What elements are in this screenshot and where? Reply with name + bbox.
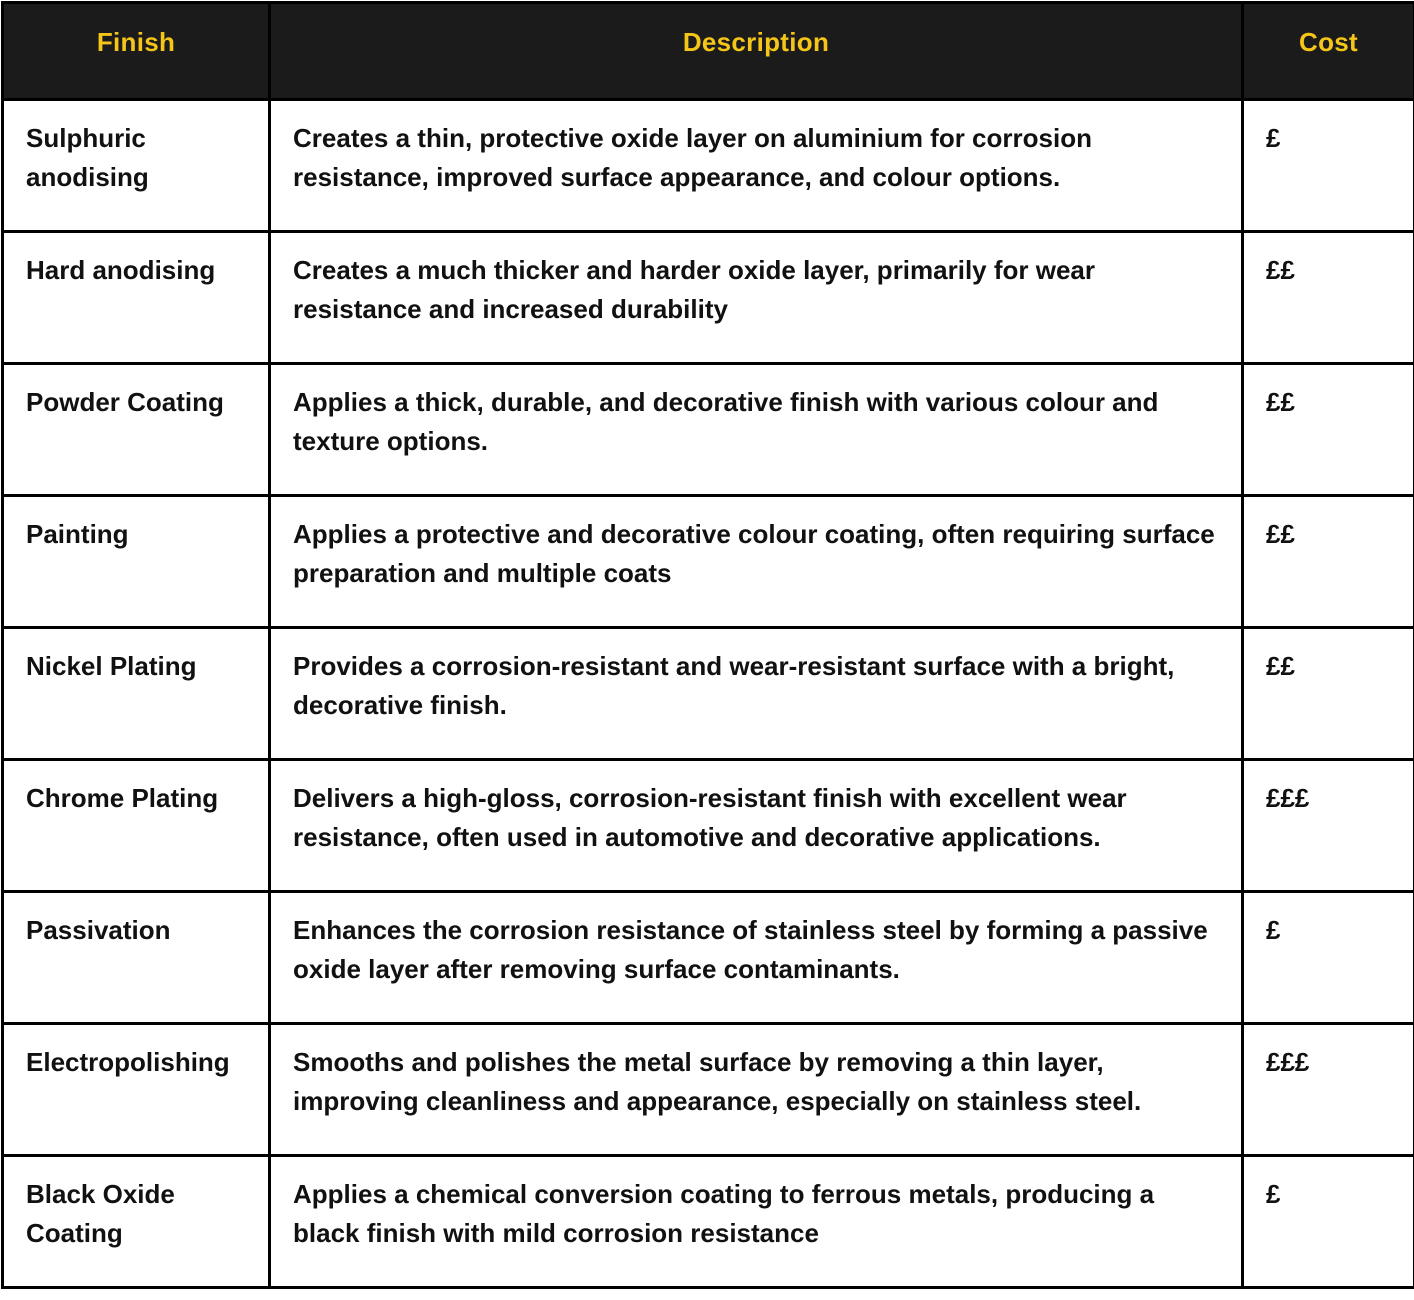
cost-cell: ££ [1243, 628, 1414, 760]
description-cell: Provides a corrosion-resistant and wear-resistant surface with a bright, decorative finish. [270, 628, 1243, 760]
header-description: Description [270, 3, 1243, 100]
cost-cell: ££ [1243, 496, 1414, 628]
finish-cell: Nickel Plating [3, 628, 270, 760]
finish-cell: Hard anodising [3, 232, 270, 364]
description-cell: Applies a protective and decorative colour coating, often requiring surface preparation and multiple coats [270, 496, 1243, 628]
description-cell: Smooths and polishes the metal surface by removing a thin layer, improving cleanliness and appearance, especially on stainless steel. [270, 1024, 1243, 1156]
finish-cell: Chrome Plating [3, 760, 270, 892]
table-row [3, 892, 1414, 1024]
table-row [3, 1156, 1414, 1288]
table-row [3, 1024, 1414, 1156]
finish-cell: Painting [3, 496, 270, 628]
cost-cell: £££ [1243, 1024, 1414, 1156]
description-cell: Applies a thick, durable, and decorative finish with various colour and texture options. [270, 364, 1243, 496]
cost-cell: ££ [1243, 232, 1414, 364]
finish-cell: Electropolishing [3, 1024, 270, 1156]
description-cell: Applies a chemical conversion coating to ferrous metals, producing a black finish with mild corrosion resistance [270, 1156, 1243, 1288]
cost-cell: ££ [1243, 364, 1414, 496]
table-header-row [3, 3, 1414, 100]
table-row [3, 496, 1414, 628]
description-cell: Enhances the corrosion resistance of stainless steel by forming a passive oxide layer after removing surface contaminants. [270, 892, 1243, 1024]
table-row [3, 364, 1414, 496]
description-cell: Creates a much thicker and harder oxide layer, primarily for wear resistance and increased durability [270, 232, 1243, 364]
cost-cell: £ [1243, 1156, 1414, 1288]
finish-cell: Powder Coating [3, 364, 270, 496]
cost-cell: £££ [1243, 760, 1414, 892]
table-row [3, 760, 1414, 892]
cost-cell: £ [1243, 100, 1414, 232]
table-row [3, 628, 1414, 760]
header-cost: Cost [1243, 3, 1414, 100]
header-finish: Finish [3, 3, 270, 100]
table-row [3, 232, 1414, 364]
finishes-table [1, 1, 1414, 1289]
finish-cell: Black Oxide Coating [3, 1156, 270, 1288]
finish-cell: Passivation [3, 892, 270, 1024]
description-cell: Creates a thin, protective oxide layer on aluminium for corrosion resistance, improved surface appearance, and colour options. [270, 100, 1243, 232]
finish-cell: Sulphuric anodising [3, 100, 270, 232]
description-cell: Delivers a high-gloss, corrosion-resistant finish with excellent wear resistance, often used in automotive and decorative applications. [270, 760, 1243, 892]
cost-cell: £ [1243, 892, 1414, 1024]
table-row [3, 100, 1414, 232]
